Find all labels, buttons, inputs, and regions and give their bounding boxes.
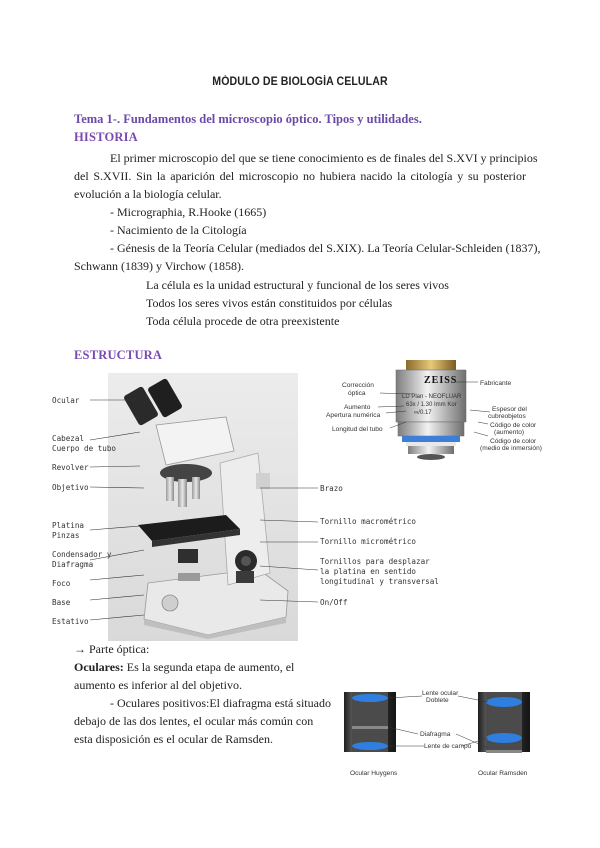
topic-title: Tema 1-. Fundamentos del microscopio óptico. Tipos y utilidades. bbox=[74, 112, 422, 126]
page-title: MÓDULO DE BIOLOGÍA CELULAR bbox=[212, 76, 388, 88]
principle-3: Toda célula procede de otra preexistente bbox=[146, 314, 340, 328]
historia-item-3: - Génesis de la Teoría Celular (mediados del S.XIX). La Teoría Celular-Schleiden (1837), bbox=[110, 241, 541, 255]
historia-heading: HISTORIA bbox=[74, 130, 138, 144]
positivos-rest: debajo de las dos lentes, el ocular más común con esta disposición es el ocular de Ramsden. bbox=[74, 714, 314, 746]
objective-engrave-3: ∞/0.17 bbox=[414, 410, 432, 416]
historia-intro-rest: del S.XVII. Sin la aparición del microscopio no hubiera nacido la citología y su posterior evolución a la biología celular. bbox=[74, 169, 526, 201]
label-tornillos-desplazar-3: longitudinal y transversal bbox=[320, 577, 439, 586]
eyepiece-caption-ramsden: Ocular Ramsden bbox=[478, 770, 528, 777]
label-diafragma: Diafragma bbox=[52, 560, 94, 569]
positivos-first: - Oculares positivos:El diafragma está situado bbox=[110, 696, 331, 710]
eyepiece-label-lente-ocular: Lente ocular bbox=[422, 690, 459, 697]
label-cabezal: Cabezal bbox=[52, 434, 85, 443]
label-brazo: Brazo bbox=[320, 484, 343, 493]
label-tornillos-desplazar-2: la platina en sentido bbox=[320, 567, 417, 576]
optica-heading: → Parte óptica: bbox=[74, 642, 150, 656]
historia-item-2: - Nacimiento de la Citología bbox=[110, 223, 247, 237]
objective-label-cubreobjetos: cubreobjetos bbox=[488, 413, 526, 420]
label-pinzas: Pinzas bbox=[52, 531, 80, 540]
label-tornillos-desplazar-1: Tornillos para desplazar bbox=[320, 557, 430, 566]
right-leader-lines bbox=[250, 480, 320, 610]
label-ocular: Ocular bbox=[52, 396, 80, 405]
objective-label-apertura: Apertura numérica bbox=[326, 412, 381, 419]
objective-label-aumento: Aumento bbox=[344, 404, 371, 411]
label-revolver: Revolver bbox=[52, 463, 89, 472]
label-foco: Foco bbox=[52, 579, 71, 588]
principle-2: Todos los seres vivos están constituidos por células bbox=[146, 296, 393, 310]
oculares-label: Oculares: bbox=[74, 660, 124, 674]
label-platina: Platina bbox=[52, 521, 85, 530]
historia-intro-first: El primer microscopio del que se tiene conocimiento es de finales del S.XVI y principios bbox=[110, 151, 538, 165]
label-cuerpo-tubo: Cuerpo de tubo bbox=[52, 444, 117, 453]
label-tornillo-macro: Tornillo macrométrico bbox=[320, 517, 417, 526]
label-estativo: Estativo bbox=[52, 617, 89, 626]
objective-label-codigo-aumento: Código de color bbox=[490, 422, 537, 429]
eyepiece-label-lente-campo: Lente de campo bbox=[424, 743, 472, 750]
label-base: Base bbox=[52, 598, 71, 607]
principle-1: La célula es la unidad estructural y funcional de los seres vivos bbox=[146, 278, 449, 292]
objective-label-espesor: Espesor del bbox=[492, 406, 527, 413]
objective-label-correccion: Corrección bbox=[342, 382, 374, 389]
oculares-text: Es la segunda etapa de aumento, el aumento es inferior al del objetivo. bbox=[74, 660, 295, 692]
objective-label-inmersion-paren: (medio de inmersión) bbox=[480, 445, 542, 452]
left-leader-lines bbox=[90, 370, 146, 632]
historia-item-3-cont: Schwann (1839) y Virchow (1858). bbox=[74, 259, 245, 273]
label-condensador: Condensador y bbox=[52, 550, 112, 559]
objective-label-optica: óptica bbox=[348, 390, 366, 397]
eyepiece-label-diafragma: Diafragma bbox=[420, 731, 451, 738]
eyepiece-caption-huygens: Ocular Huygens bbox=[350, 770, 398, 777]
historia-item-1: - Micrographia, R.Hooke (1665) bbox=[110, 205, 267, 219]
eyepieces-illustration bbox=[338, 686, 562, 766]
label-tornillo-micro: Tornillo micrométrico bbox=[320, 537, 417, 546]
objective-engrave-1: LD Plan - NEOFLUAR bbox=[402, 394, 462, 400]
objective-label-longitud: Longitud del tubo bbox=[332, 426, 383, 433]
objective-engrave-2: 63x / 1.30 Imm Kor bbox=[406, 402, 457, 408]
eyepiece-label-doblete: Doblete bbox=[426, 697, 449, 704]
objective-brand: ZEISS bbox=[424, 375, 458, 386]
oculares-paragraph bbox=[74, 658, 318, 694]
label-objetivo: Objetivo bbox=[52, 483, 89, 492]
objective-label-aumento-paren: (aumento) bbox=[494, 429, 525, 436]
objective-label-fabricante: Fabricante bbox=[480, 380, 512, 387]
label-onoff: On/Off bbox=[320, 598, 348, 607]
objective-label-codigo-inmersion: Código de color bbox=[490, 438, 537, 445]
estructura-heading: ESTRUCTURA bbox=[74, 348, 163, 362]
